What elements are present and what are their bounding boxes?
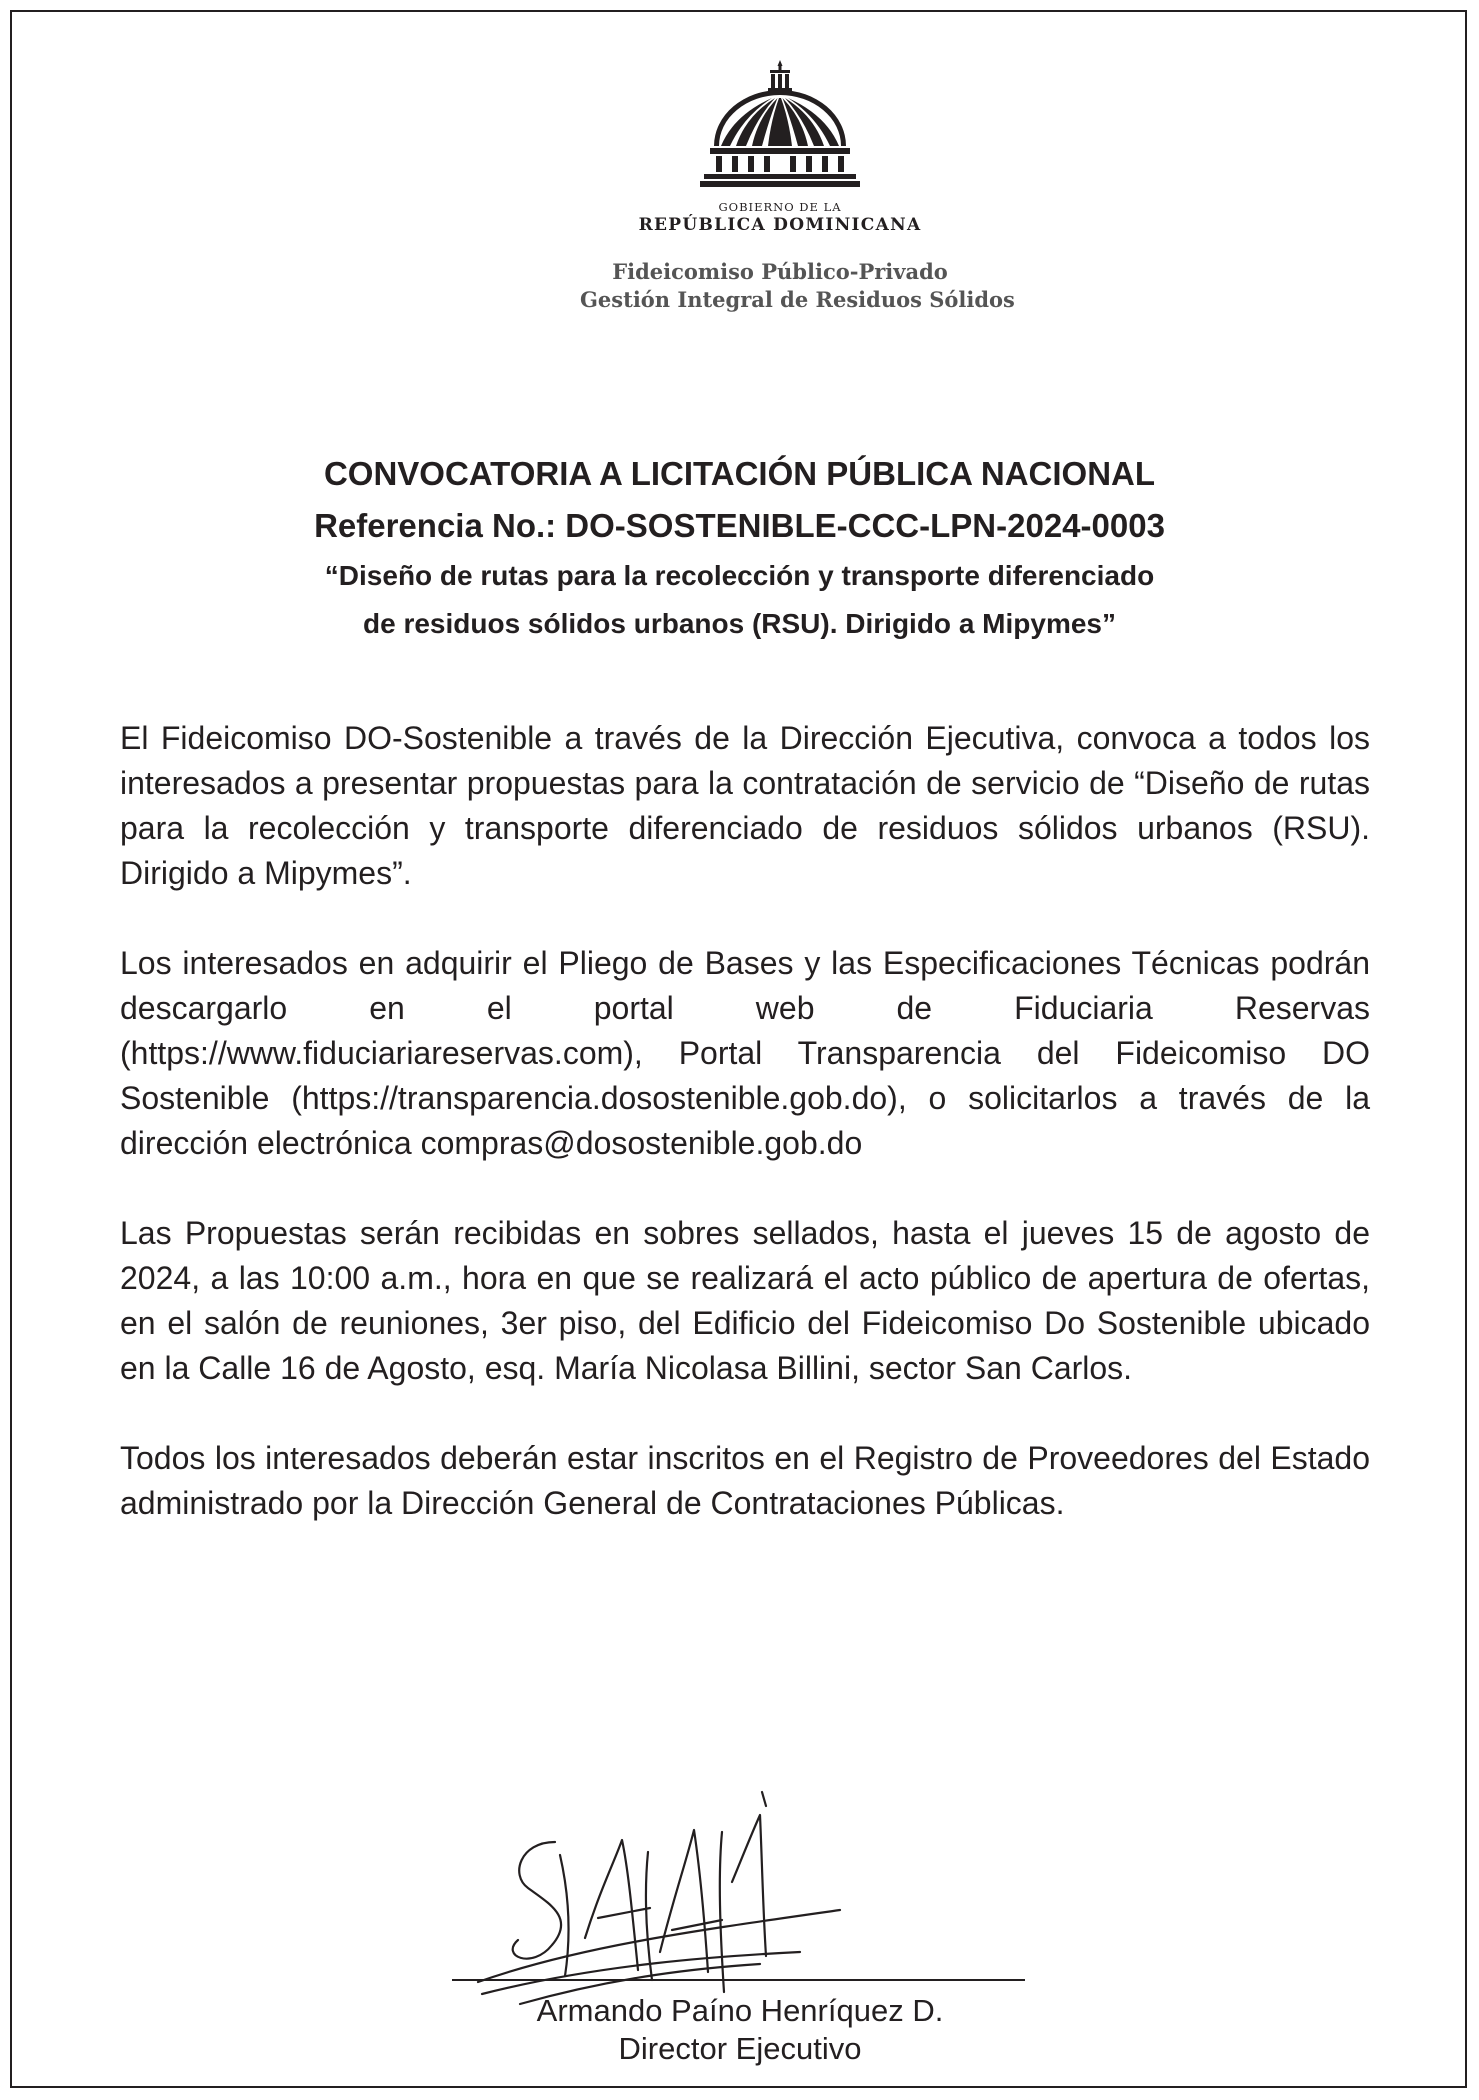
signatory (440, 1992, 1040, 2068)
paragraph-invitation: El Fideicomiso DO-Sostenible a través de la Dirección Ejecutiva, convoca a todos los interesados a presentar propuestas para la contratación de servicio de “Diseño de rutas para la recolección y transporte diferenciado de residuos sólidos urbanos (RSU). Dirigido a Mipymes”. (120, 720, 1370, 891)
capitol-dome-icon (700, 60, 860, 190)
country-name: REPÚBLICA DOMINICANA (638, 215, 922, 235)
subject-line-1: “Diseño de rutas para la recolección y transporte diferenciado (324, 560, 1155, 591)
signatory-name: Armando Paíno Henríquez D. (536, 1993, 944, 2028)
government-label: GOBIERNO DE LA (718, 200, 842, 214)
trust-name: Fideicomiso Público-Privado (612, 259, 948, 284)
reference-number: Referencia No.: DO-SOSTENIBLE-CCC-LPN-2024-0003 (314, 507, 1165, 544)
government-logo (580, 60, 1015, 330)
subject-line-2: de residuos sólidos urbanos (RSU). Dirigido a Mipymes” (362, 608, 1116, 639)
paragraph-documents: Los interesados en adquirir el Pliego de Bases y las Especificaciones Técnicas podrán descargarlo en el portal web de Fiduciaria Reservas (https://www.fiduciariareservas.com), Portal Transparencia del Fideicomiso DO Sostenible (https://transparencia.dosostenible.gob.do), o solicitarlos a través de la dirección electrónica compras@dosostenible.gob.do (120, 945, 1370, 1161)
signature-line (452, 1979, 1025, 1981)
paragraph-registration: Todos los interesados deberán estar inscritos en el Registro de Proveedores del Estado administrado por la Dirección General de Contrataciones Públicas. (120, 1440, 1370, 1521)
notice-header (100, 448, 1379, 648)
paragraph-submission: Las Propuestas serán recibidas en sobres sellados, hasta el jueves 15 de agosto de 2024, a las 10:00 a.m., hora en que se realizará el acto público de apertura de ofertas, en el salón de reuniones, 3er piso, del Edificio del Fideicomiso Do Sostenible ubicado en la Calle 16 de Agosto, esq. María Nicolasa Billini, sector San Carlos. (120, 1215, 1370, 1386)
notice-body (120, 716, 1370, 1571)
notice-title: CONVOCATORIA A LICITACIÓN PÚBLICA NACIONAL (323, 455, 1156, 492)
signatory-position: Director Ejecutivo (618, 2031, 862, 2066)
trust-description: Gestión Integral de Residuos Sólidos (580, 287, 1015, 312)
